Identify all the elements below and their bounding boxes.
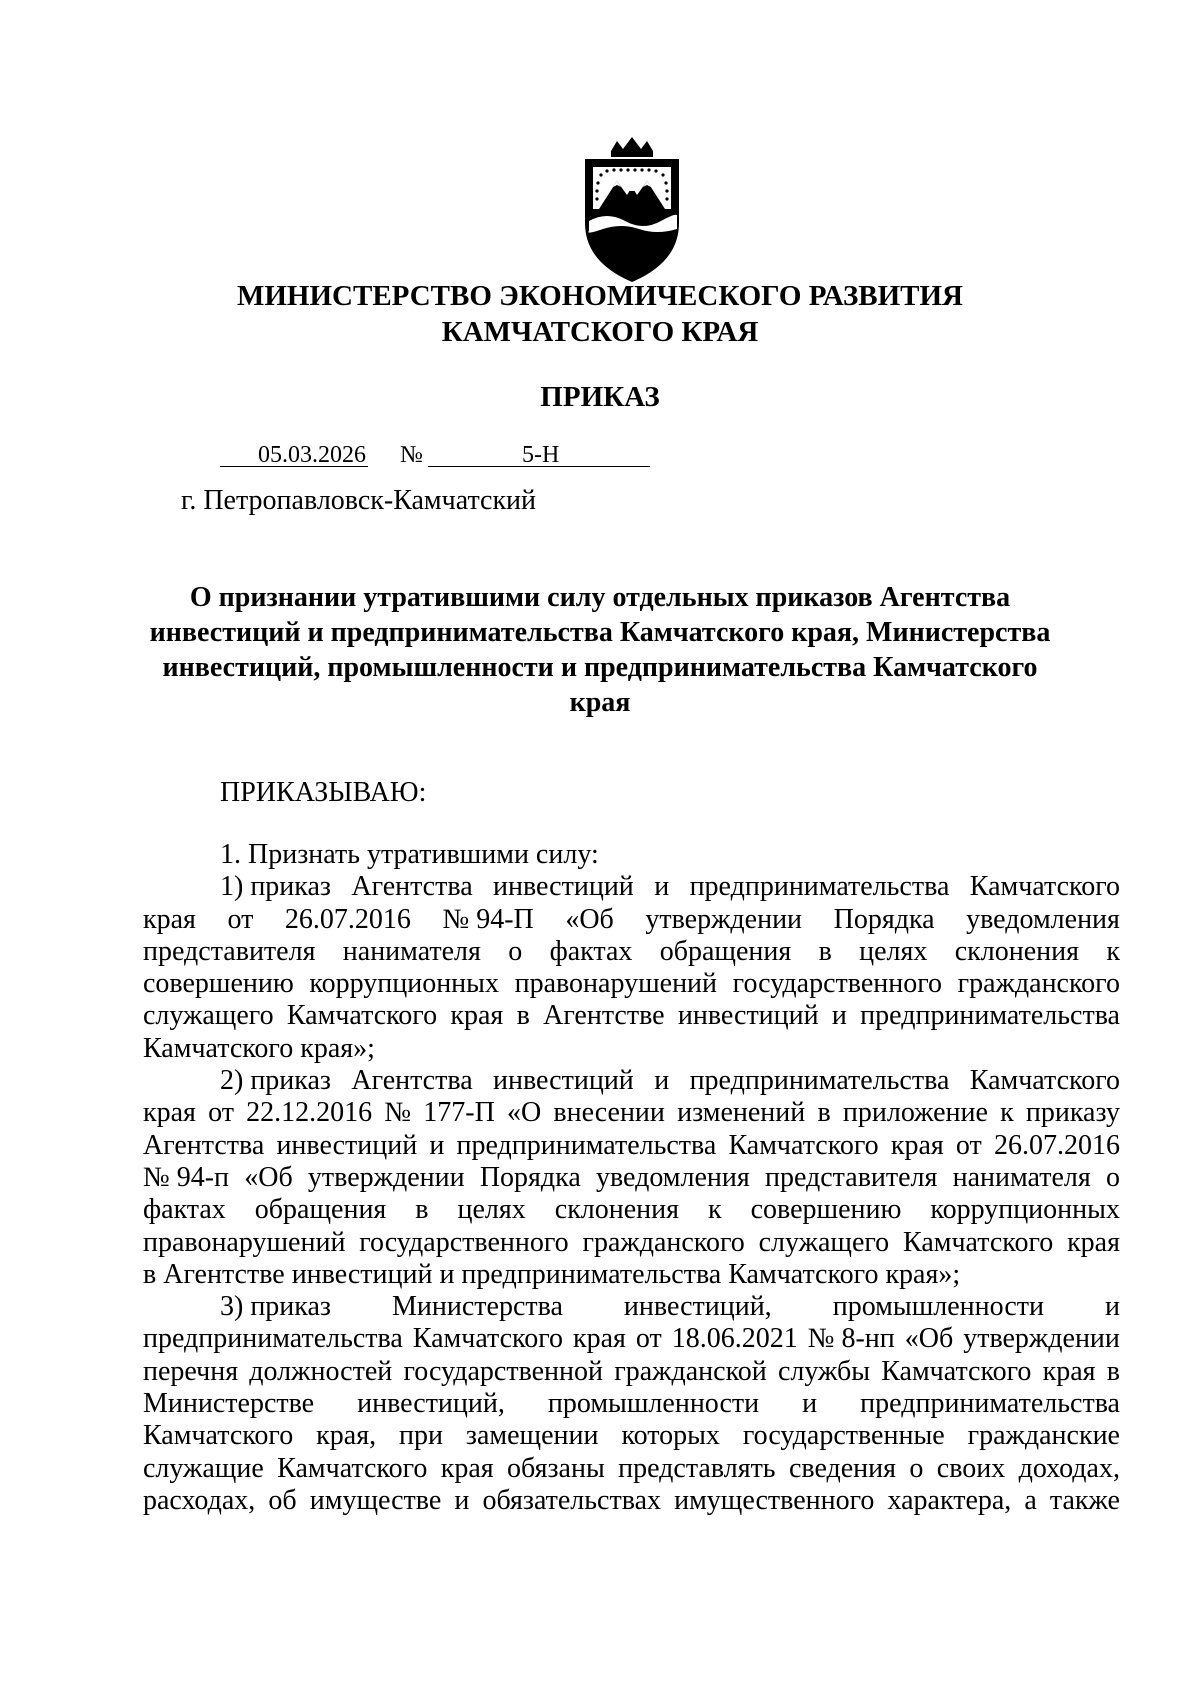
word: сведения (788, 1452, 897, 1484)
word: в (1106, 1355, 1120, 1387)
word: от (955, 1129, 982, 1161)
word: Агентстве (543, 1000, 665, 1032)
paragraph-line (143, 1194, 1120, 1226)
word: коррупционных (930, 1194, 1120, 1226)
word: перечня (143, 1355, 239, 1387)
word: служащие (143, 1452, 264, 1484)
subject-line: инвестиций, промышленности и предпринимательства Камчатского (162, 652, 1038, 683)
word: к (1106, 935, 1120, 967)
word: представлять (618, 1452, 776, 1484)
word: гражданского (957, 968, 1120, 1000)
word: обращения (659, 935, 792, 967)
word: целях (859, 935, 928, 967)
word: и (454, 1484, 470, 1516)
word: коррупционных (309, 968, 499, 1000)
paragraph-line: в Агентстве инвестиций и предпринимательства Камчатского края»; (143, 1258, 961, 1290)
subject-line: О признании утратившими силу отдельных приказов Агентства (189, 582, 1011, 613)
document-subject (140, 580, 1060, 720)
word: служащего (758, 1226, 890, 1258)
word: доходах, (1018, 1452, 1120, 1484)
paragraph-line (143, 936, 1120, 968)
word: утверждении (963, 1323, 1120, 1355)
word: Агентства (351, 871, 473, 903)
word: Камчатского (286, 1000, 438, 1032)
word: в (818, 935, 832, 967)
ministry-name-line1: МИНИСТЕРСТВО ЭКОНОМИЧЕСКОГО РАЗВИТИЯ (237, 280, 963, 312)
word: приказу (1025, 1097, 1120, 1129)
word: «Об (244, 1161, 293, 1193)
word: обязательствах (482, 1484, 661, 1516)
word: об (268, 1484, 297, 1516)
word: от (208, 1097, 234, 1129)
word: от (635, 1323, 662, 1355)
word: 22.12.2016 (246, 1097, 373, 1129)
word: Министерства (392, 1291, 563, 1323)
word: совершению (750, 1194, 902, 1226)
word: промышленности (547, 1388, 760, 1420)
word: Камчатского (969, 871, 1120, 903)
subject-line: края (569, 687, 631, 718)
word: склонения (954, 935, 1079, 967)
city-name: г. Петропавловск-Камчатский (181, 485, 537, 516)
word: 1) приказ (220, 871, 331, 903)
word: инвестиций, (623, 1291, 772, 1323)
word: замещении (465, 1420, 599, 1452)
word: края (573, 1323, 626, 1355)
word: государственной (403, 1355, 604, 1387)
word: и (802, 1388, 818, 1420)
word: обязаны (507, 1452, 605, 1484)
word: уведомления (966, 903, 1120, 935)
word: имуществе (309, 1484, 442, 1516)
word: инвестиций (493, 871, 634, 903)
paragraph-line (143, 871, 1120, 903)
word: края (1067, 1226, 1120, 1258)
word: службы (777, 1355, 871, 1387)
word: уведомления (595, 1161, 750, 1193)
word: которых (621, 1420, 720, 1452)
word: гражданские (967, 1420, 1120, 1452)
paragraph-line (143, 1130, 1120, 1162)
word: обращения (254, 1194, 387, 1226)
paragraph-line (143, 1227, 1120, 1259)
word: о (1105, 1161, 1120, 1193)
paragraph-line (143, 1291, 1120, 1323)
word: в (817, 1097, 831, 1129)
word: инвестиций, (357, 1388, 505, 1420)
word: 18.06.2021 (671, 1323, 798, 1355)
word: инвестиций (493, 1065, 634, 1097)
word: края (143, 1097, 196, 1129)
word: и (654, 1065, 670, 1097)
word: нанимателя (952, 1161, 1091, 1193)
word: правонарушений (143, 1226, 346, 1258)
item-1-heading: 1. Признать утратившими силу: (220, 839, 599, 870)
word: «Об (904, 1323, 954, 1355)
word: предпринимательства (456, 1129, 717, 1161)
word: и (1105, 1291, 1120, 1323)
paragraph-line (143, 1097, 1120, 1129)
word: 26.07.2016 (993, 1129, 1120, 1161)
word: в (415, 1194, 429, 1226)
word: Камчатского (903, 1226, 1054, 1258)
word: целях (457, 1194, 526, 1226)
word: № 94-п (143, 1161, 230, 1193)
word: Порядка (833, 903, 935, 935)
kamchatka-coat-of-arms-emblem (577, 137, 687, 287)
word: о (508, 935, 523, 967)
document-body (143, 839, 1120, 1517)
word: № (384, 1097, 412, 1129)
word: края (890, 1129, 944, 1161)
word: правонарушений (514, 968, 718, 1000)
word: государственного (732, 968, 943, 1000)
word: промышленности (832, 1291, 1044, 1323)
word: приложение (842, 1097, 988, 1129)
word: гражданского (582, 1226, 745, 1258)
word: Камчатского (969, 1065, 1120, 1097)
word: Порядка (479, 1161, 581, 1193)
word: края (1042, 1355, 1096, 1387)
word: своих (936, 1452, 1006, 1484)
word: Агентства (351, 1065, 473, 1097)
word: нанимателя (342, 935, 481, 967)
word: расходах, (143, 1484, 256, 1516)
paragraph-line (143, 1162, 1120, 1194)
word: Камчатского (143, 1420, 294, 1452)
word: изменений (677, 1097, 806, 1129)
word: 177-П (423, 1097, 495, 1129)
word: также (1049, 1484, 1120, 1516)
word: № 94-П (442, 903, 534, 935)
paragraph-line: Камчатского края»; (143, 1032, 375, 1064)
number-sign: № (400, 442, 423, 468)
word: и (429, 1129, 445, 1161)
word: утверждении (307, 1161, 465, 1193)
paragraph-line (143, 1420, 1120, 1452)
word: 26.07.2016 (284, 903, 411, 935)
word: служащего (143, 1000, 274, 1032)
word: края, (316, 1420, 377, 1452)
ministry-name-line2: КАМЧАТСКОГО КРАЯ (441, 316, 759, 348)
word: имущественного (674, 1484, 875, 1516)
word: и (831, 1000, 847, 1032)
paragraph-line (143, 1000, 1120, 1032)
word: края (440, 1452, 494, 1484)
word: инвестиций (276, 1129, 418, 1161)
word: 3) приказ (220, 1291, 331, 1323)
word: от (227, 903, 254, 935)
word: Камчатского (728, 1129, 879, 1161)
document-type-title: ПРИКАЗ (540, 381, 660, 413)
word: 2) приказ (220, 1065, 331, 1097)
word: края (143, 903, 196, 935)
paragraph-line (143, 1323, 1120, 1355)
word: «Об (565, 903, 614, 935)
word: должностей (249, 1355, 393, 1387)
subject-line: инвестиций и предпринимательства Камчатского края, Министерства (149, 617, 1051, 648)
word: гражданской (614, 1355, 767, 1387)
word: а (1024, 1484, 1037, 1516)
order-word: ПРИКАЗЫВАЮ: (220, 777, 427, 808)
paragraph-line (143, 1453, 1120, 1485)
word: Агентства (143, 1129, 265, 1161)
word: утверждении (645, 903, 803, 935)
paragraph-line (143, 968, 1120, 1000)
word: при (399, 1420, 443, 1452)
word: к (708, 1194, 722, 1226)
word: к (1000, 1097, 1014, 1129)
word: внесении (553, 1097, 665, 1129)
paragraph-line (143, 904, 1120, 936)
word: края (450, 1000, 504, 1032)
word: Камчатского (412, 1323, 564, 1355)
word: Камчатского (881, 1355, 1032, 1387)
word: № 8-нп (807, 1323, 895, 1355)
word: Министерстве (143, 1388, 315, 1420)
word: государственного (359, 1226, 569, 1258)
word: представителя (764, 1161, 938, 1193)
document-date: 05.03.2026 (258, 442, 366, 468)
date-number-line (220, 440, 650, 470)
paragraph-line (143, 1485, 1120, 1517)
paragraph-line (143, 1356, 1120, 1388)
word: Камчатского (277, 1452, 428, 1484)
document-number: 5-Н (522, 442, 560, 468)
word: склонения (554, 1194, 680, 1226)
word: «О (507, 1097, 542, 1129)
word: предпринимательства (860, 1388, 1120, 1420)
word: фактах (143, 1194, 226, 1226)
word: совершению (143, 968, 294, 1000)
word: предпринимательства (689, 871, 950, 903)
word: фактах (549, 935, 633, 967)
word: государственные (742, 1420, 945, 1452)
word: в (516, 1000, 530, 1032)
word: характера, (887, 1484, 1012, 1516)
word: и (654, 871, 670, 903)
word: предпринимательства (689, 1065, 950, 1097)
paragraph-line (143, 1388, 1120, 1420)
paragraph-line (143, 1065, 1120, 1097)
word: предпринимательства (143, 1323, 403, 1355)
word: предпринимательства (860, 1000, 1120, 1032)
word: инвестиций (677, 1000, 819, 1032)
word: представителя (143, 935, 316, 967)
word: о (909, 1452, 924, 1484)
